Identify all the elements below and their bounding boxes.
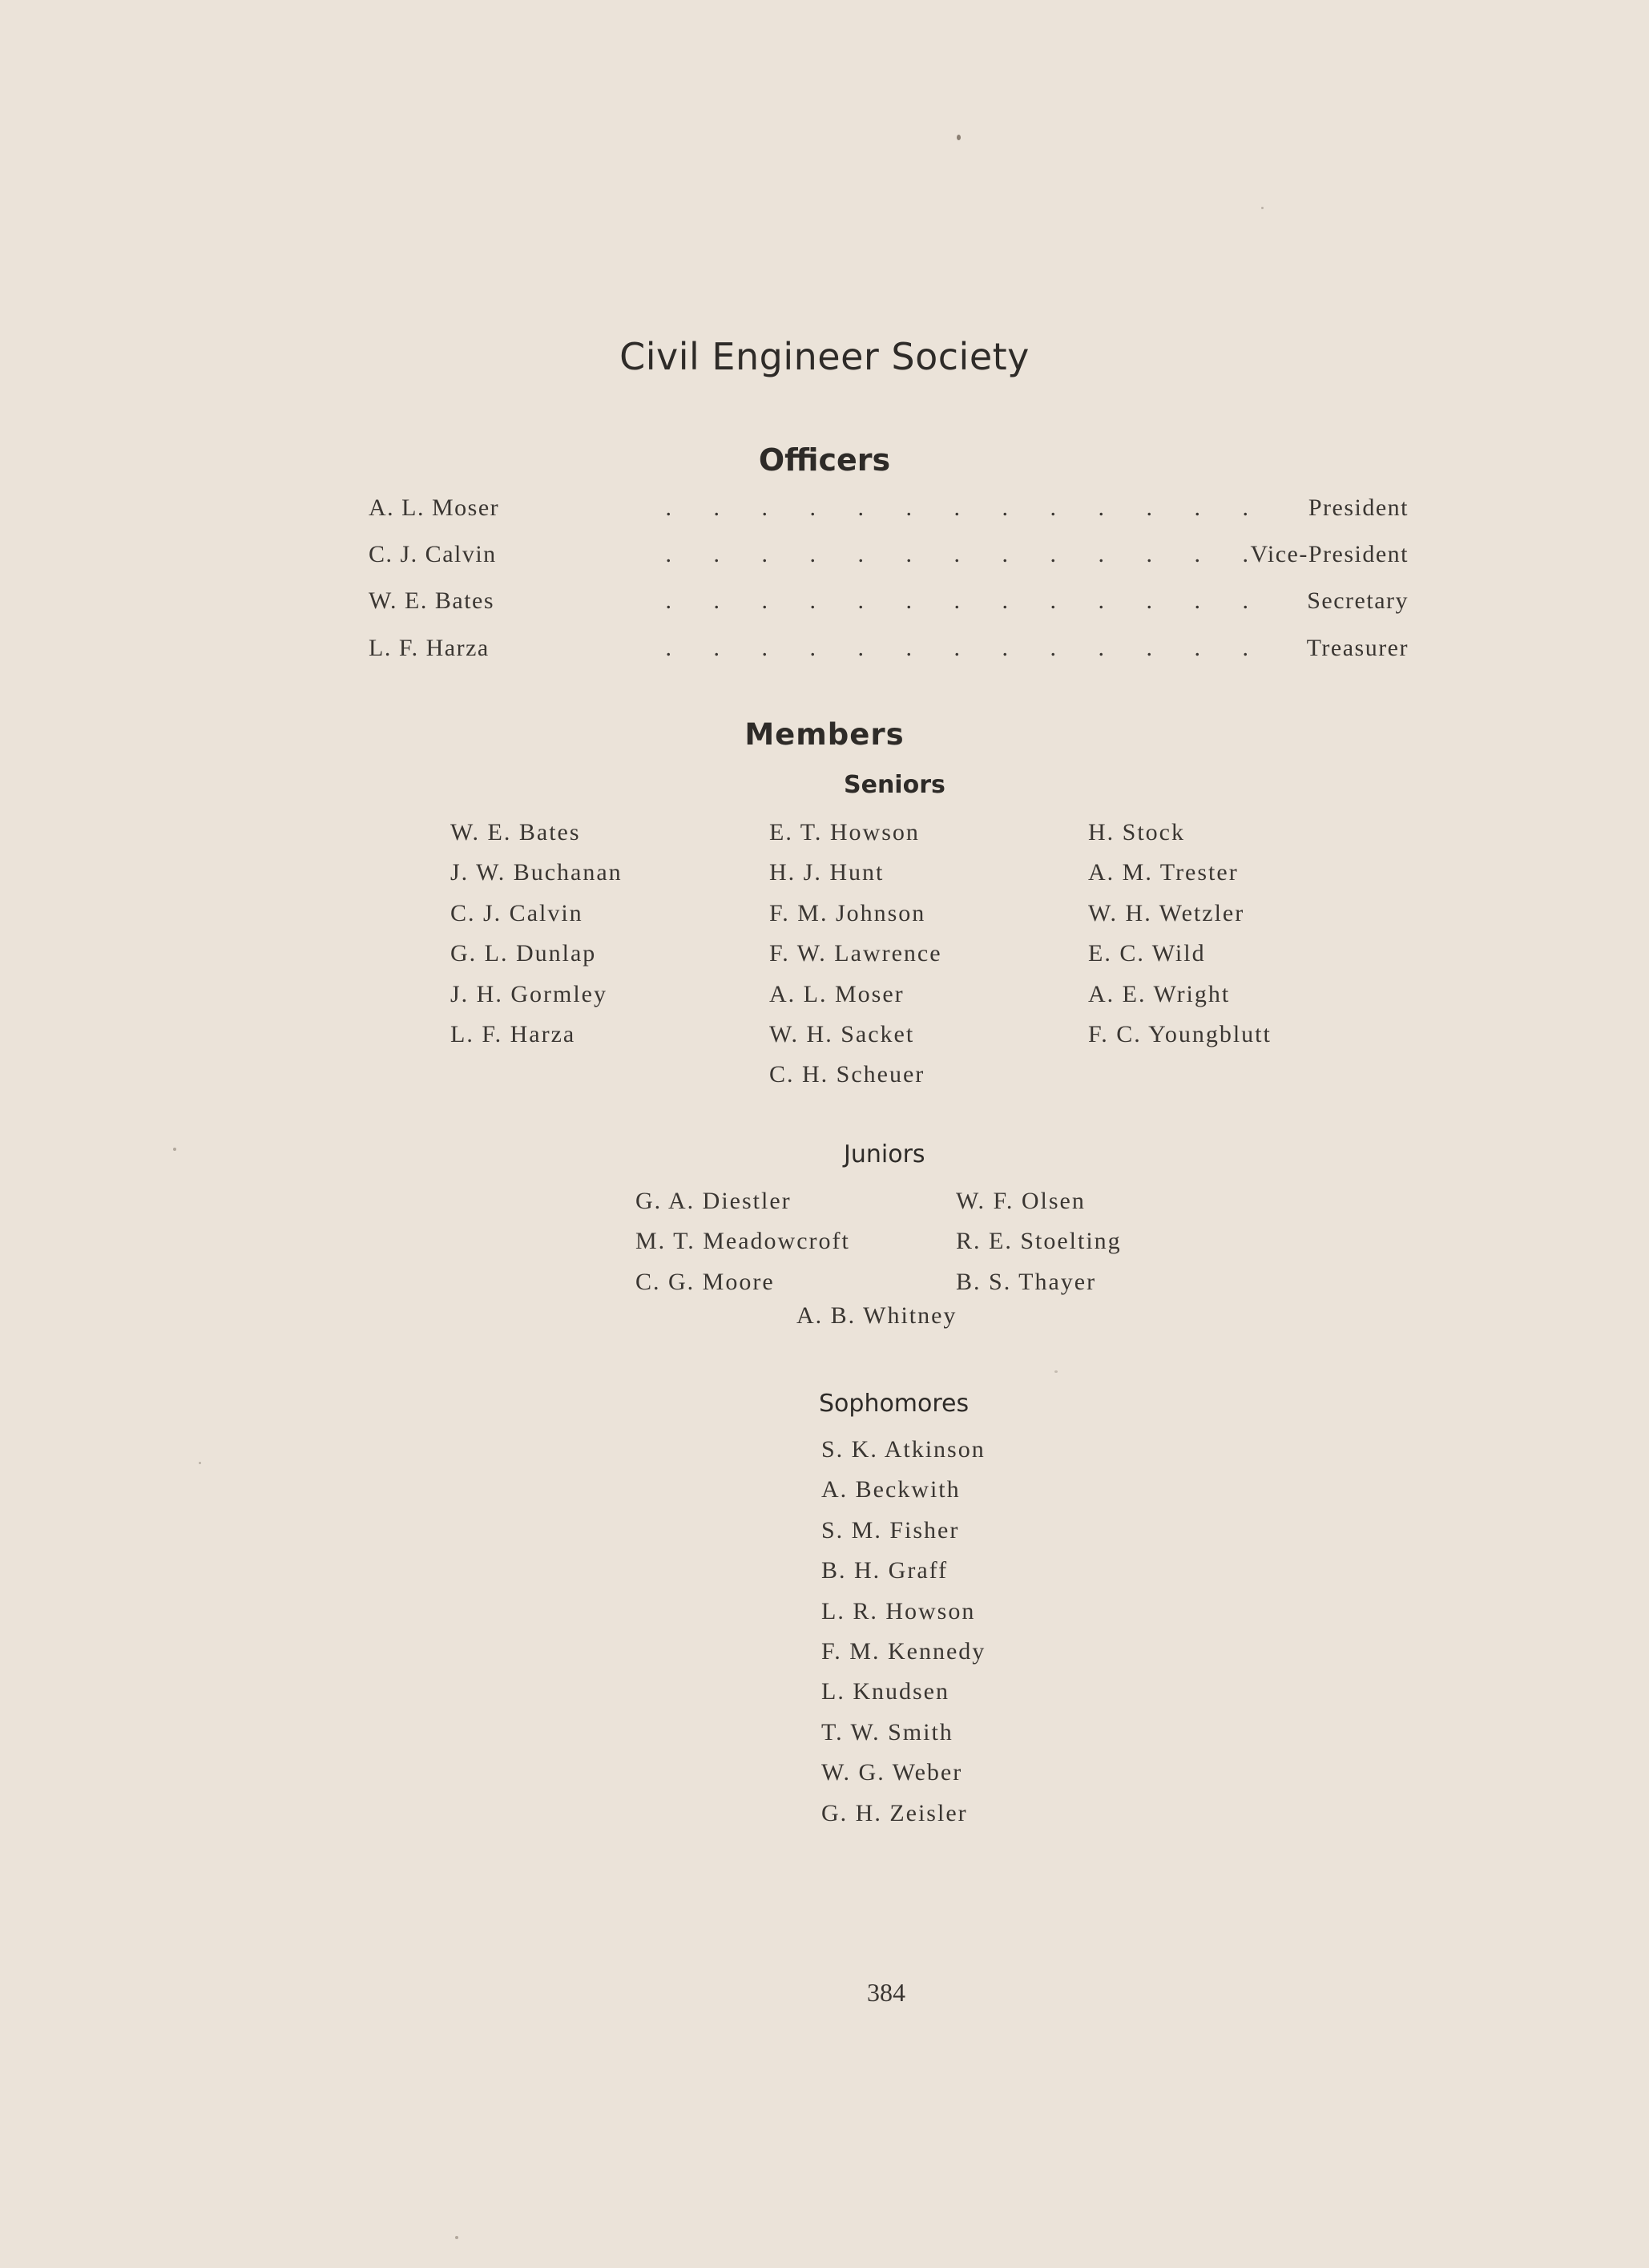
- officer-row: [369, 587, 1409, 619]
- member-name: A. L. Moser: [769, 980, 905, 1007]
- seniors-column-3: [1088, 813, 1272, 1055]
- juniors-column-2: [956, 1181, 1122, 1302]
- paper-speck: [1054, 1370, 1058, 1373]
- member-name: L. F. Harza: [450, 1020, 576, 1047]
- officers-heading: Officers: [758, 442, 891, 478]
- paper-speck: [1261, 207, 1264, 209]
- officer-role: Treasurer: [1306, 635, 1409, 661]
- member-name: A. B. Whitney: [796, 1302, 958, 1329]
- seniors-column-1: [450, 813, 623, 1055]
- page-title: Civil Engineer Society: [619, 335, 1030, 378]
- member-name: J. W. Buchanan: [450, 859, 623, 886]
- juniors-column-1: [635, 1181, 850, 1302]
- member-name: R. E. Stoelting: [956, 1228, 1122, 1255]
- paper-speck: [173, 1148, 176, 1151]
- member-name: A. E. Wright: [1088, 980, 1231, 1007]
- leader-dots: . . . . . . . . . . . . .: [665, 635, 1248, 661]
- member-name: T. W. Smith: [821, 1718, 954, 1745]
- member-name: G. L. Dunlap: [450, 940, 597, 967]
- member-name: W. H. Wetzler: [1088, 899, 1245, 926]
- member-name: F. W. Lawrence: [769, 940, 942, 967]
- juniors-heading: Juniors: [844, 1140, 925, 1168]
- page-number: 384: [867, 1978, 905, 2007]
- officer-row: [369, 541, 1409, 573]
- member-name: E. C. Wild: [1088, 940, 1206, 967]
- member-name: F. M. Kennedy: [821, 1637, 986, 1665]
- member-name: G. H. Zeisler: [821, 1799, 968, 1826]
- officer-role: Vice-President: [1250, 541, 1409, 567]
- officer-name: L. F. Harza: [369, 635, 490, 661]
- member-name: A. Beckwith: [821, 1476, 961, 1503]
- leader-dots: . . . . . . . . . . . . .: [665, 541, 1248, 567]
- officer-role: President: [1308, 494, 1409, 521]
- paper-speck: [199, 1462, 201, 1464]
- officer-role: Secretary: [1307, 587, 1409, 614]
- sophomores-column: [821, 1430, 986, 1834]
- leader-dots: . . . . . . . . . . . . .: [665, 494, 1248, 521]
- member-name: S. K. Atkinson: [821, 1436, 986, 1463]
- member-name: J. H. Gormley: [450, 980, 607, 1007]
- members-heading: Members: [744, 717, 905, 752]
- paper-speck: [455, 2236, 458, 2239]
- member-name: C. H. Scheuer: [769, 1061, 925, 1088]
- leader-dots: . . . . . . . . . . . . .: [665, 587, 1248, 614]
- member-name: M. T. Meadowcroft: [635, 1228, 850, 1255]
- officer-name: A. L. Moser: [369, 494, 500, 521]
- officer-name: W. E. Bates: [369, 587, 495, 614]
- member-name: B. H. Graff: [821, 1557, 949, 1584]
- seniors-column-2: [769, 813, 942, 1096]
- member-name: W. F. Olsen: [956, 1188, 1086, 1214]
- member-name: C. J. Calvin: [450, 899, 583, 926]
- member-name: H. J. Hunt: [769, 859, 885, 886]
- member-name: B. S. Thayer: [956, 1268, 1097, 1295]
- officer-row: [369, 635, 1409, 667]
- seniors-heading: Seniors: [844, 771, 945, 799]
- officer-row: [369, 494, 1409, 527]
- member-name: L. Knudsen: [821, 1678, 949, 1705]
- officer-name: C. J. Calvin: [369, 541, 497, 567]
- member-name: W. E. Bates: [450, 819, 581, 845]
- member-name: C. G. Moore: [635, 1268, 775, 1295]
- member-name: G. A. Diestler: [635, 1188, 792, 1214]
- member-name: F. M. Johnson: [769, 899, 926, 926]
- member-name: W. G. Weber: [821, 1759, 963, 1786]
- member-name: E. T. Howson: [769, 819, 920, 845]
- member-name: A. M. Trester: [1088, 859, 1239, 886]
- member-name: F. C. Youngblutt: [1088, 1020, 1272, 1047]
- member-name: W. H. Sacket: [769, 1020, 915, 1047]
- member-name: S. M. Fisher: [821, 1516, 960, 1544]
- member-name: L. R. Howson: [821, 1597, 976, 1624]
- member-name: H. Stock: [1088, 819, 1185, 845]
- sophomores-heading: Sophomores: [819, 1390, 970, 1418]
- paper-speck: [957, 135, 961, 140]
